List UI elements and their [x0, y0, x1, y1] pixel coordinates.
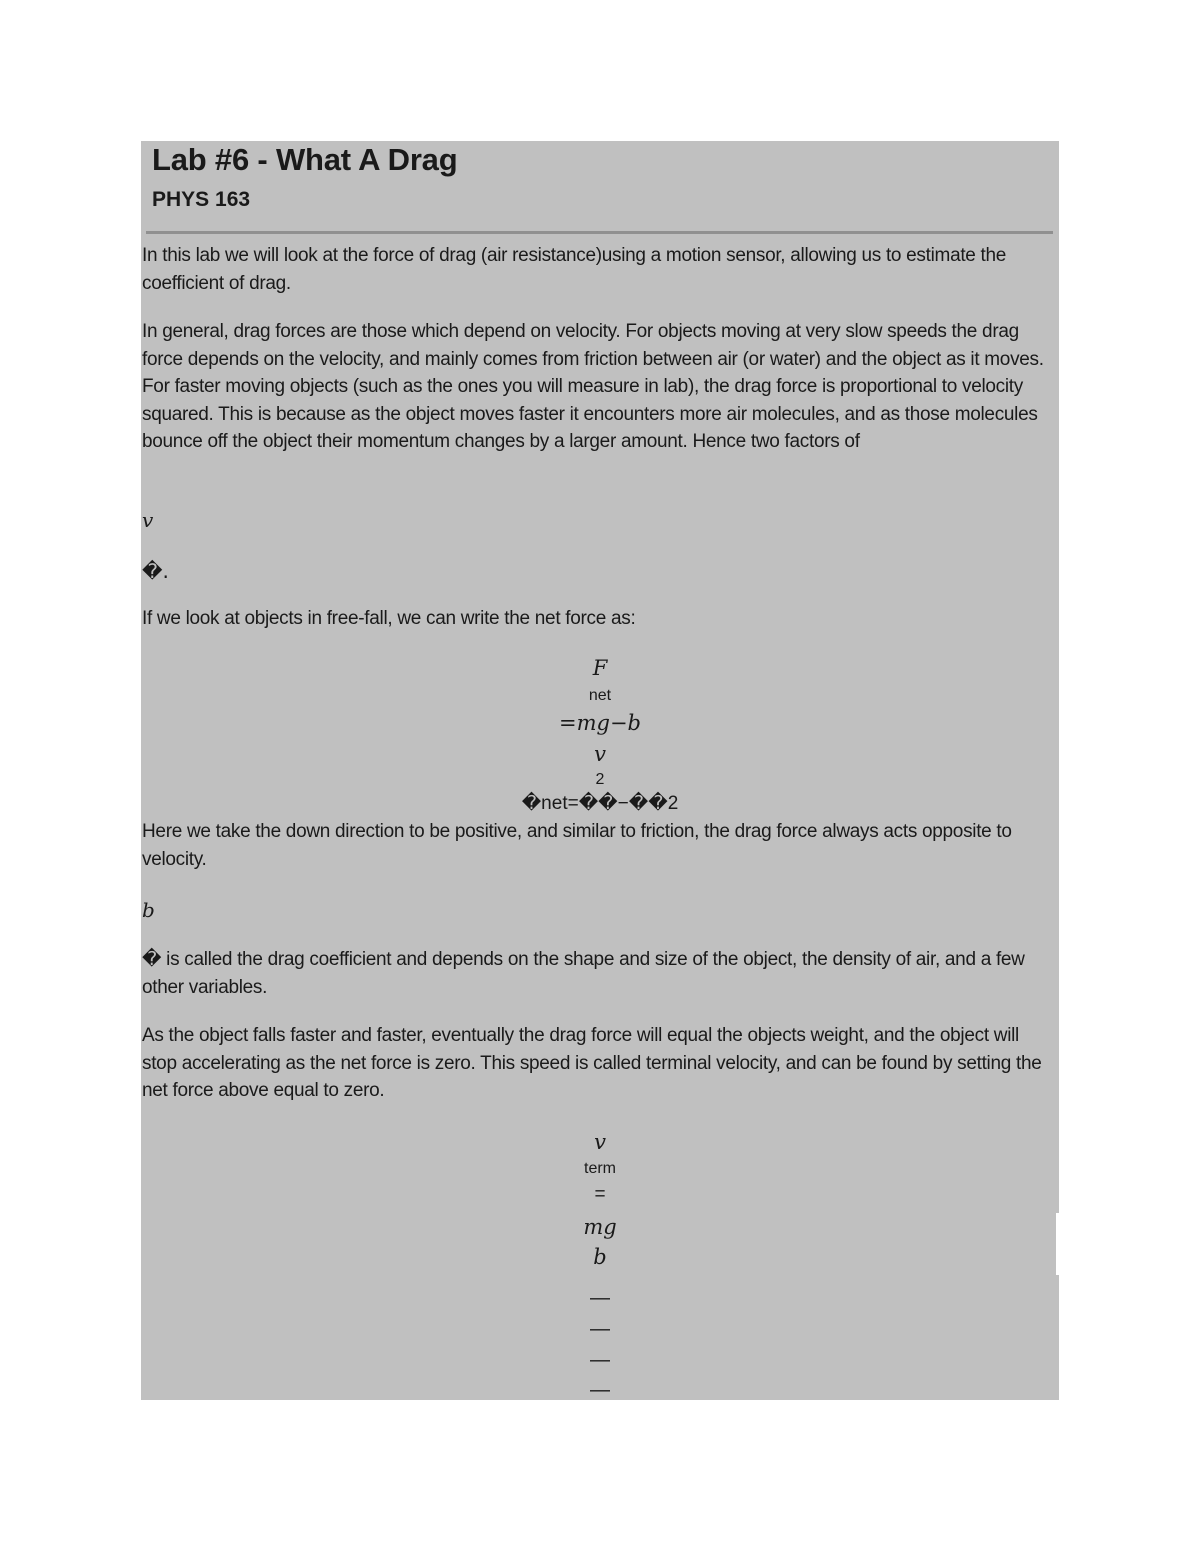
- eq-velocity: v: [594, 742, 606, 766]
- eq2-radical-dash: —: [590, 1318, 610, 1340]
- coefficient-paragraph: � is called the drag coefficient and depends on the shape and size of the object, the density of air, and a few other variables.: [142, 949, 1025, 998]
- velocity-symbol: v: [142, 508, 154, 532]
- eq-subscript-net: net: [588, 687, 612, 704]
- page-edge-artifact: [131, 1213, 141, 1245]
- eq2-subscript-term: term: [584, 1160, 616, 1177]
- eq2-radical-dash: —: [590, 1379, 610, 1401]
- missing-glyph-text: �.: [142, 559, 169, 583]
- eq2-radical-dash: —: [590, 1287, 610, 1309]
- drag-paragraph: In general, drag forces are those which depend on velocity. For objects moving at very slow speeds the drag force depends on the velocity, and mainly comes from friction between air (or water) and the object as it moves. For faster moving objects (such as the ones you will measure in lab), the drag force is proportional to velocity squared. This is because as the object moves faster it encounters more air molecules, and as those molecules bounce off the object their momentum changes by a larger amount. Hence two factors of: [142, 321, 1044, 452]
- eq2-numerator: mg: [583, 1215, 617, 1239]
- eq2-equals: =: [594, 1184, 606, 1205]
- eq2-denominator: b: [593, 1245, 607, 1269]
- eq-rhs: =mg−b: [559, 711, 641, 735]
- intro-paragraph: In this lab we will look at the force of drag (air resistance)using a motion sensor, allowing us to estimate the coefficient of drag.: [142, 245, 1007, 294]
- eq-force-symbol: F: [592, 656, 608, 680]
- drag-coefficient-symbol: b: [142, 898, 155, 922]
- course-code: PHYS 163: [152, 188, 251, 211]
- eq2-velocity: v: [594, 1130, 606, 1154]
- freefall-paragraph: If we look at objects in free-fall, we can write the net force as:: [142, 608, 636, 629]
- page-title: Lab #6 - What A Drag: [152, 142, 458, 177]
- direction-paragraph: Here we take the down direction to be positive, and similar to friction, the drag force always acts opposite to velocity.: [142, 821, 1012, 870]
- terminal-velocity-paragraph: As the object falls faster and faster, eventually the drag force will equal the objects weight, and the object will stop accelerating as the net force is zero. This speed is called terminal velocity, and can be found by setting the net force above equal to zero.: [142, 1025, 1042, 1101]
- eq2-radical-dash: —: [590, 1349, 610, 1371]
- eq-exponent: 2: [595, 771, 605, 788]
- eq-fallback-text: �net=��−��2: [521, 793, 679, 814]
- header-divider: [146, 231, 1053, 234]
